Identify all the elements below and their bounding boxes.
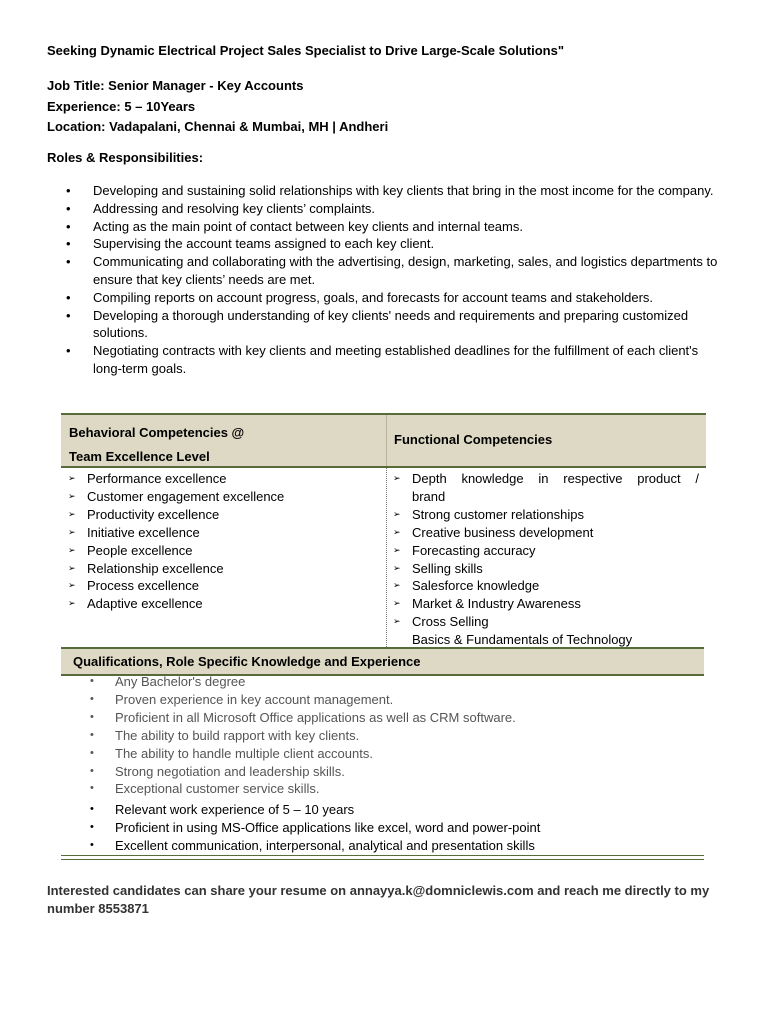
behavioral-item	[68, 470, 368, 488]
qualification-item	[86, 709, 696, 727]
roles-item-text: Compiling reports on account progress, goals, and forecasts for account teams and stakeholders.	[93, 289, 654, 305]
word: product	[637, 471, 681, 486]
experience-line: Experience: 5 – 10Years	[47, 98, 196, 114]
roles-item-text: Communicating and collaborating with the advertising, design, marketing, sales, and logistics departments to ensure that key clients’ needs are met.	[93, 254, 718, 287]
functional-item-text	[412, 470, 699, 488]
behavioral-item	[68, 542, 368, 560]
arrow-bullet-icon: ➢	[68, 598, 76, 609]
functional-item	[393, 470, 699, 506]
word: /	[695, 471, 699, 486]
functional-item	[393, 577, 699, 595]
qualification-item-text: Strong negotiation and leadership skills.	[115, 763, 345, 779]
arrow-bullet-icon: ➢	[393, 580, 401, 591]
behavioral-heading-line: Behavioral Competencies @	[69, 425, 245, 440]
behavioral-item	[68, 488, 368, 506]
behavioral-item	[68, 595, 368, 613]
behavioral-heading	[69, 421, 379, 469]
behavioral-item	[68, 524, 368, 542]
bullet-icon: •	[90, 675, 94, 687]
bullet-icon: •	[90, 839, 94, 852]
bullet-icon: •	[66, 343, 71, 359]
bullet-icon: •	[90, 782, 94, 795]
arrow-bullet-icon: ➢	[393, 616, 401, 627]
contact-note: Interested candidates can share your resume on annayya.k@domniclewis.com and reach me directly to my number 8553871	[47, 883, 710, 916]
bullet-icon: •	[66, 218, 71, 234]
functional-item	[393, 595, 699, 613]
arrow-bullet-icon: ➢	[393, 473, 401, 483]
arrow-bullet-icon: ➢	[68, 562, 76, 573]
functional-item	[393, 506, 699, 524]
behavioral-item-text: Adaptive excellence	[87, 596, 203, 612]
roles-item	[63, 342, 723, 378]
arrow-bullet-icon: ➢	[393, 508, 401, 519]
functional-item-text: Basics & Fundamentals of Technology	[412, 632, 633, 648]
behavioral-list	[68, 470, 368, 613]
behavioral-item-text: People excellence	[87, 542, 193, 558]
bullet-icon: •	[66, 236, 71, 252]
bullet-icon: •	[90, 692, 94, 705]
qualification-item-text: Proficient in all Microsoft Office applications as well as CRM software.	[115, 709, 516, 725]
arrow-bullet-icon: ➢	[68, 526, 76, 537]
arrow-bullet-icon: ➢	[68, 473, 76, 483]
qualification-item-text: Any Bachelor's degree	[115, 674, 246, 689]
arrow-bullet-icon: ➢	[393, 562, 401, 573]
qualification-item-text: Proven experience in key account management.	[115, 691, 394, 707]
roles-list	[63, 182, 723, 378]
functional-item-text: Cross Selling	[412, 614, 489, 630]
arrow-bullet-icon: ➢	[393, 544, 401, 555]
qualification-item	[86, 763, 696, 781]
functional-item	[393, 560, 699, 578]
competencies-header	[61, 413, 706, 468]
roles-item	[63, 235, 723, 253]
roles-item	[63, 182, 723, 200]
roles-item-text: Developing a thorough understanding of key clients' needs and requirements and preparing customized solutions.	[93, 307, 689, 341]
behavioral-item-text: Productivity excellence	[87, 506, 220, 522]
qualification-item	[86, 673, 696, 691]
bullet-icon: •	[90, 764, 94, 777]
functional-item-text: Salesforce knowledge	[412, 578, 540, 594]
functional-item	[393, 524, 699, 542]
qualification-item	[86, 780, 696, 798]
qualification-item	[86, 819, 696, 837]
arrow-bullet-icon: ➢	[68, 490, 76, 501]
qualification-item-text: Excellent communication, interpersonal, analytical and presentation skills	[115, 838, 535, 854]
roles-item-text: Addressing and resolving key clients’ complaints.	[93, 200, 376, 216]
bullet-icon: •	[90, 746, 94, 759]
behavioral-item-text: Customer engagement excellence	[87, 488, 285, 504]
job-title-line: Job Title: Senior Manager - Key Accounts	[47, 78, 304, 93]
behavioral-item	[68, 560, 368, 578]
behavioral-heading-line: Team Excellence Level	[69, 449, 210, 464]
functional-item-text: Market & Industry Awareness	[412, 596, 581, 612]
behavioral-item-text: Initiative excellence	[87, 524, 200, 540]
bullet-icon: •	[66, 254, 71, 270]
location-line: Location: Vadapalani, Chennai & Mumbai, MH | Andheri	[47, 119, 389, 134]
bullet-icon: •	[90, 710, 94, 723]
behavioral-item	[68, 506, 368, 524]
functional-heading: Functional Competencies	[394, 432, 553, 447]
bullet-icon: •	[90, 728, 94, 741]
competencies-table	[61, 413, 706, 649]
qualification-item-text: The ability to handle multiple client accounts.	[115, 745, 373, 761]
roles-item-text: Acting as the main point of contact between key clients and internal teams.	[93, 218, 523, 234]
functional-item-text: Selling skills	[412, 560, 483, 576]
qualification-item	[86, 745, 696, 763]
qualification-item-text: Exceptional customer service skills.	[115, 781, 320, 797]
word: respective	[563, 471, 623, 486]
functional-item-continuation: brand	[412, 488, 446, 504]
arrow-bullet-icon: ➢	[393, 526, 401, 537]
functional-item-text: Strong customer relationships	[412, 506, 584, 522]
qualification-item	[86, 801, 696, 819]
word: knowledge	[461, 471, 524, 486]
qualifications-heading-bar	[61, 647, 704, 676]
behavioral-item-text: Relationship excellence	[87, 560, 224, 576]
roles-item-text: Supervising the account teams assigned to each key client.	[93, 236, 435, 252]
qualifications-heading: Qualifications, Role Specific Knowledge and Experience	[73, 654, 421, 669]
qualification-item	[86, 837, 696, 855]
qualification-item-text: The ability to build rapport with key clients.	[115, 727, 360, 743]
functional-item	[393, 542, 699, 560]
competencies-body	[61, 468, 706, 649]
qualification-item-text: Proficient in using MS-Office applications like excel, word and power-point	[115, 820, 541, 836]
header-divider	[386, 415, 387, 466]
roles-item	[63, 253, 723, 289]
qualifications-list	[86, 673, 696, 855]
qualification-item	[86, 727, 696, 745]
functional-item	[393, 613, 699, 631]
roles-heading: Roles & Responsibilities:	[47, 150, 204, 165]
bullet-icon: •	[66, 183, 71, 198]
roles-item	[63, 289, 723, 307]
qualification-item-text: Relevant work experience of 5 – 10 years	[115, 802, 355, 818]
bullet-icon: •	[66, 307, 71, 323]
arrow-bullet-icon: ➢	[68, 508, 76, 519]
bullet-icon: •	[66, 289, 71, 305]
qualification-item	[86, 691, 696, 709]
document-headline: Seeking Dynamic Electrical Project Sales Specialist to Drive Large-Scale Solutions"	[47, 43, 564, 58]
arrow-bullet-icon: ➢	[393, 598, 401, 609]
job-meta	[47, 76, 388, 138]
functional-item-text: Creative business development	[412, 524, 594, 540]
column-divider	[386, 468, 388, 649]
word: Depth	[412, 471, 447, 486]
bullet-icon: •	[90, 803, 94, 816]
roles-item	[63, 200, 723, 218]
roles-item-text: Developing and sustaining solid relationships with key clients that bring in the most income for the company.	[93, 183, 714, 198]
behavioral-item	[68, 577, 368, 595]
word: in	[538, 471, 549, 486]
arrow-bullet-icon: ➢	[68, 544, 76, 555]
roles-item	[63, 218, 723, 236]
qualifications-bottom-rule	[61, 855, 704, 860]
functional-item-text: Forecasting accuracy	[412, 542, 536, 558]
behavioral-item-text: Performance excellence	[87, 471, 227, 486]
bullet-icon: •	[66, 200, 71, 216]
roles-item-text: Negotiating contracts with key clients and meeting established deadlines for the fulfillment of each client's long-term goals.	[93, 343, 699, 376]
functional-list	[393, 470, 699, 649]
arrow-bullet-icon: ➢	[68, 580, 76, 591]
behavioral-item-text: Process excellence	[87, 578, 199, 594]
bullet-icon: •	[90, 821, 94, 834]
roles-item	[63, 307, 723, 343]
